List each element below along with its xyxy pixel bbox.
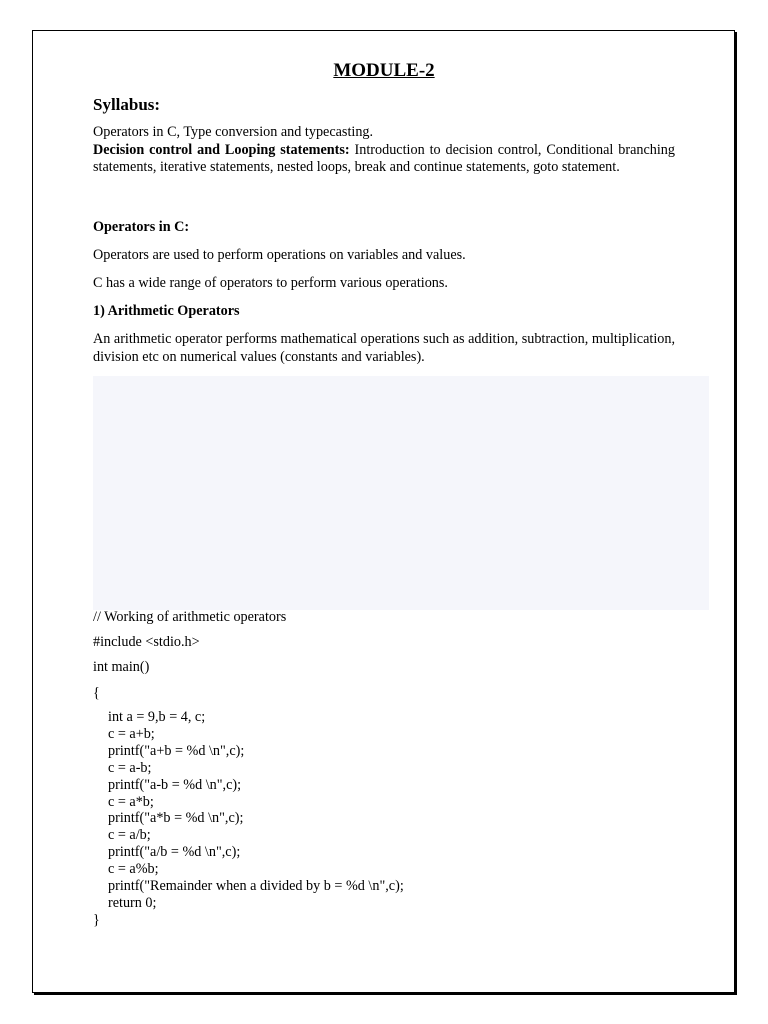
code-line: printf("Remainder when a divided by b = %d \n",c); — [108, 878, 404, 895]
arithmetic-heading: 1) Arithmetic Operators — [93, 303, 240, 319]
code-main-signature: int main() — [93, 659, 150, 675]
code-close-brace: } — [93, 912, 100, 928]
arithmetic-paragraph: An arithmetic operator performs mathematical operations such as addition, subtraction, multiplication, division etc on numerical values (constants and variables). — [93, 331, 675, 365]
code-line: printf("a+b = %d \n",c); — [108, 742, 245, 759]
code-line: int a = 9,b = 4, c; — [108, 709, 206, 725]
figure-placeholder — [93, 376, 709, 610]
code-open-brace: { — [93, 685, 100, 701]
syllabus-bold-label: Decision control and Looping statements: — [93, 141, 350, 158]
code-line: c = a%b; — [108, 861, 159, 878]
syllabus-rest: Introduction to decision control, Conditional branching statements, iterative statements, nested loops, break and continue statements, goto statement. — [93, 141, 675, 175]
code-comment: // Working of arithmetic operators — [93, 609, 287, 625]
code-line: printf("a/b = %d \n",c); — [108, 844, 241, 861]
code-line: c = a/b; — [108, 827, 151, 844]
operators-paragraph-2: C has a wide range of operators to perform various operations. — [93, 275, 448, 291]
code-line: printf("a*b = %d \n",c); — [108, 810, 244, 827]
code-line: printf("a-b = %d \n",c); — [108, 776, 242, 793]
syllabus-line1: Operators in C, Type conversion and typecasting. — [93, 124, 374, 140]
syllabus-heading: Syllabus: — [93, 95, 161, 114]
code-line: c = a*b; — [108, 793, 154, 810]
operators-heading: Operators in C: — [93, 219, 190, 235]
page-title: MODULE-2 — [333, 60, 435, 81]
operators-paragraph-1: Operators are used to perform operations on variables and values. — [93, 247, 466, 263]
code-line: return 0; — [108, 894, 157, 911]
code-include: #include <stdio.h> — [93, 634, 200, 650]
code-body — [108, 709, 404, 912]
syllabus-paragraph — [93, 124, 675, 177]
code-line: c = a+b; — [108, 725, 155, 742]
code-line: c = a-b; — [108, 759, 152, 776]
